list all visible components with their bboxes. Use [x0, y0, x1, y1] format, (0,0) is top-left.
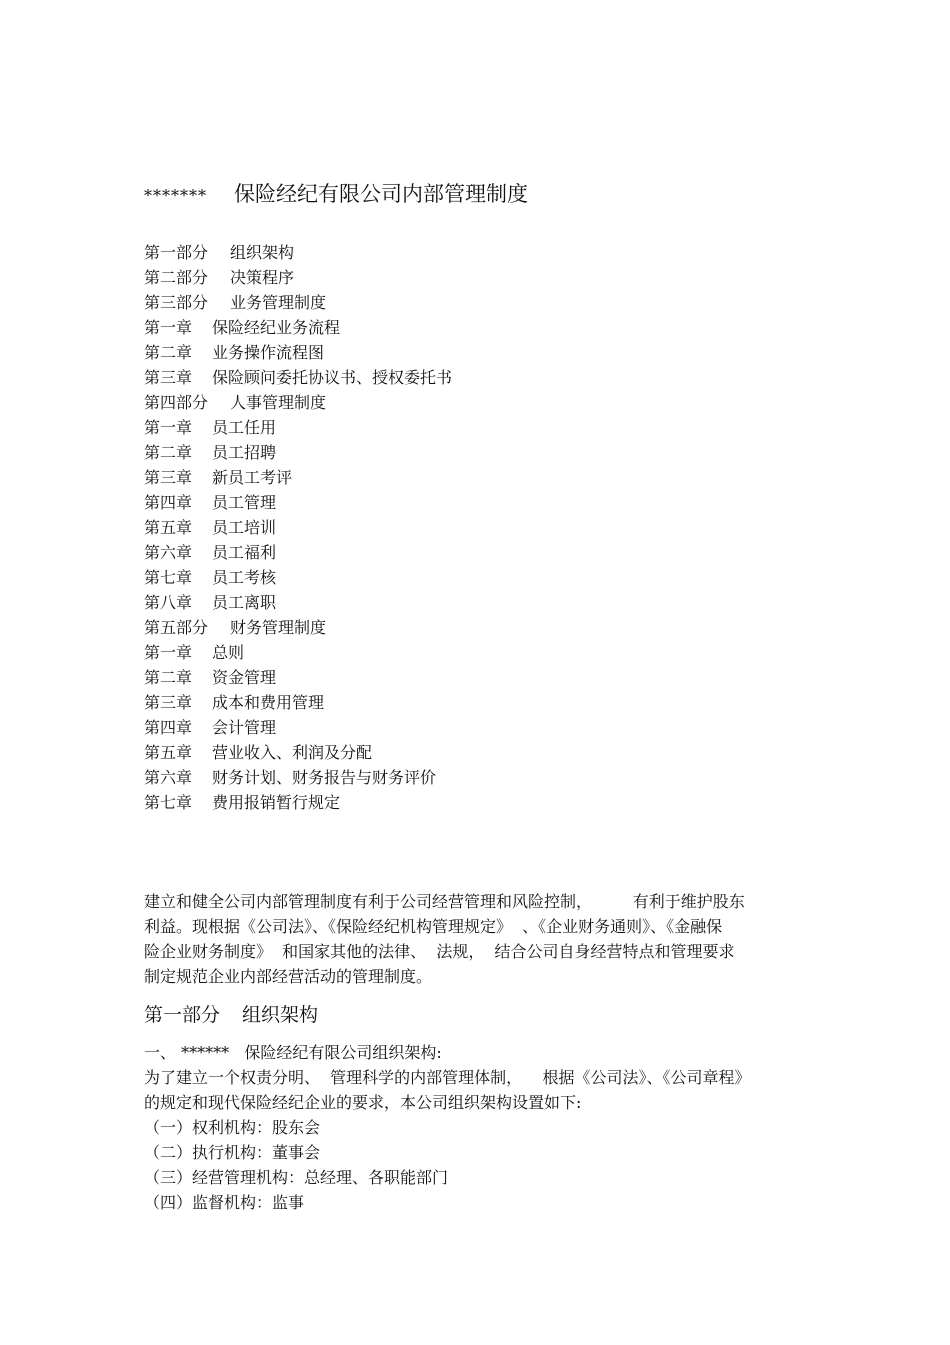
section-title: 组织架构	[242, 1004, 319, 1026]
toc-item-title: 资金管理	[212, 668, 277, 687]
toc-item-number: 第三章	[144, 368, 193, 387]
toc-item	[144, 515, 452, 540]
body-line: 为了建立一个权责分明、 管理科学的内部管理体制， 根据《公司法》、《公司章程》	[144, 1068, 751, 1087]
intro-line: 险企业财务制度》 和国家其他的法律、 法规， 结合公司自身经营特点和管理要求	[144, 942, 735, 961]
toc-item	[144, 740, 452, 765]
toc-item-title: 组织架构	[230, 243, 295, 262]
toc-item-title: 费用报销暂行规定	[212, 793, 341, 812]
intro-line: 制定规范企业内部经营活动的管理制度。	[144, 967, 433, 986]
toc-item-number: 第三部分	[144, 293, 209, 312]
toc-item	[144, 565, 452, 590]
toc-item	[144, 365, 452, 390]
toc-item	[144, 390, 452, 415]
toc-item-title: 业务管理制度	[230, 293, 327, 312]
toc-item-number: 第一章	[144, 418, 193, 437]
toc-item-number: 第二章	[144, 343, 193, 362]
body-line: （四）监督机构：监事	[144, 1193, 305, 1212]
subheading: 一、 ****** 保险经纪有限公司组织架构:	[144, 1043, 442, 1062]
title-text: 保险经纪有限公司内部管理制度	[234, 182, 528, 206]
toc-item-title: 成本和费用管理	[212, 693, 325, 712]
toc-item-number: 第七章	[144, 793, 193, 812]
toc-item	[144, 290, 452, 315]
toc-item	[144, 315, 452, 340]
toc-item	[144, 665, 452, 690]
toc-item	[144, 240, 452, 265]
toc-item	[144, 265, 452, 290]
toc-item	[144, 440, 452, 465]
section-body	[144, 1040, 824, 1215]
toc-item-title: 员工福利	[212, 543, 277, 562]
toc-item-number: 第三章	[144, 693, 193, 712]
body-line: 的规定和现代保险经纪企业的要求，本公司组织架构设置如下:	[144, 1093, 582, 1112]
toc-item-number: 第六章	[144, 768, 193, 787]
toc-item-title: 财务管理制度	[230, 618, 327, 637]
toc-item	[144, 765, 452, 790]
section-heading	[144, 1000, 318, 1030]
intro-line: 建立和健全公司内部管理制度有利于公司经营管理和风险控制， 有利于维护股东	[144, 892, 745, 911]
toc-item-number: 第七章	[144, 568, 193, 587]
toc-item-title: 会计管理	[212, 718, 277, 737]
toc-item-title: 员工管理	[212, 493, 277, 512]
toc-item-number: 第四章	[144, 493, 193, 512]
toc-item-title: 决策程序	[230, 268, 295, 287]
toc-item-title: 人事管理制度	[230, 393, 327, 412]
toc-item-title: 新员工考评	[212, 468, 293, 487]
intro-line: 利益。现根据《公司法》、《保险经纪机构管理规定》 、《企业财务通则》、《金融保	[144, 917, 723, 936]
toc-item	[144, 590, 452, 615]
toc-item-number: 第二部分	[144, 268, 209, 287]
toc-item-title: 员工任用	[212, 418, 277, 437]
toc-item-number: 第五部分	[144, 618, 209, 637]
body-line: （三）经营管理机构：总经理、各职能部门	[144, 1168, 449, 1187]
body-line: （二）执行机构：董事会	[144, 1143, 321, 1162]
toc-item-number: 第五章	[144, 518, 193, 537]
toc-item-title: 业务操作流程图	[212, 343, 325, 362]
title-stars: *******	[144, 186, 207, 205]
toc-item	[144, 715, 452, 740]
toc-item-title: 保险经纪业务流程	[212, 318, 341, 337]
toc-item-title: 保险顾问委托协议书、授权委托书	[212, 368, 453, 387]
toc-item-title: 财务计划、财务报告与财务评价	[212, 768, 437, 787]
toc-item-number: 第二章	[144, 443, 193, 462]
section-number: 第一部分	[144, 1004, 221, 1026]
toc-item-number: 第三章	[144, 468, 193, 487]
toc-item-title: 员工招聘	[212, 443, 277, 462]
toc-item-number: 第五章	[144, 743, 193, 762]
toc-item	[144, 790, 452, 815]
toc-item-title: 员工离职	[212, 593, 277, 612]
toc-item-number: 第一章	[144, 643, 193, 662]
toc-item	[144, 465, 452, 490]
toc-item-number: 第八章	[144, 593, 193, 612]
toc-item	[144, 340, 452, 365]
intro-paragraph	[144, 889, 804, 989]
toc-item-number: 第一章	[144, 318, 193, 337]
toc-item-number: 第四部分	[144, 393, 209, 412]
body-line: （一）权利机构：股东会	[144, 1118, 321, 1137]
toc-item-number: 第一部分	[144, 243, 209, 262]
toc-item-title: 员工考核	[212, 568, 277, 587]
document-title	[144, 180, 528, 210]
toc-item	[144, 415, 452, 440]
toc-item-title: 总则	[212, 643, 245, 662]
table-of-contents	[144, 240, 452, 815]
toc-item-title: 员工培训	[212, 518, 277, 537]
toc-item-number: 第二章	[144, 668, 193, 687]
toc-item	[144, 615, 452, 640]
toc-item-title: 营业收入、利润及分配	[212, 743, 373, 762]
toc-item-number: 第四章	[144, 718, 193, 737]
toc-item	[144, 490, 452, 515]
toc-item	[144, 640, 452, 665]
toc-item	[144, 540, 452, 565]
toc-item-number: 第六章	[144, 543, 193, 562]
toc-item	[144, 690, 452, 715]
